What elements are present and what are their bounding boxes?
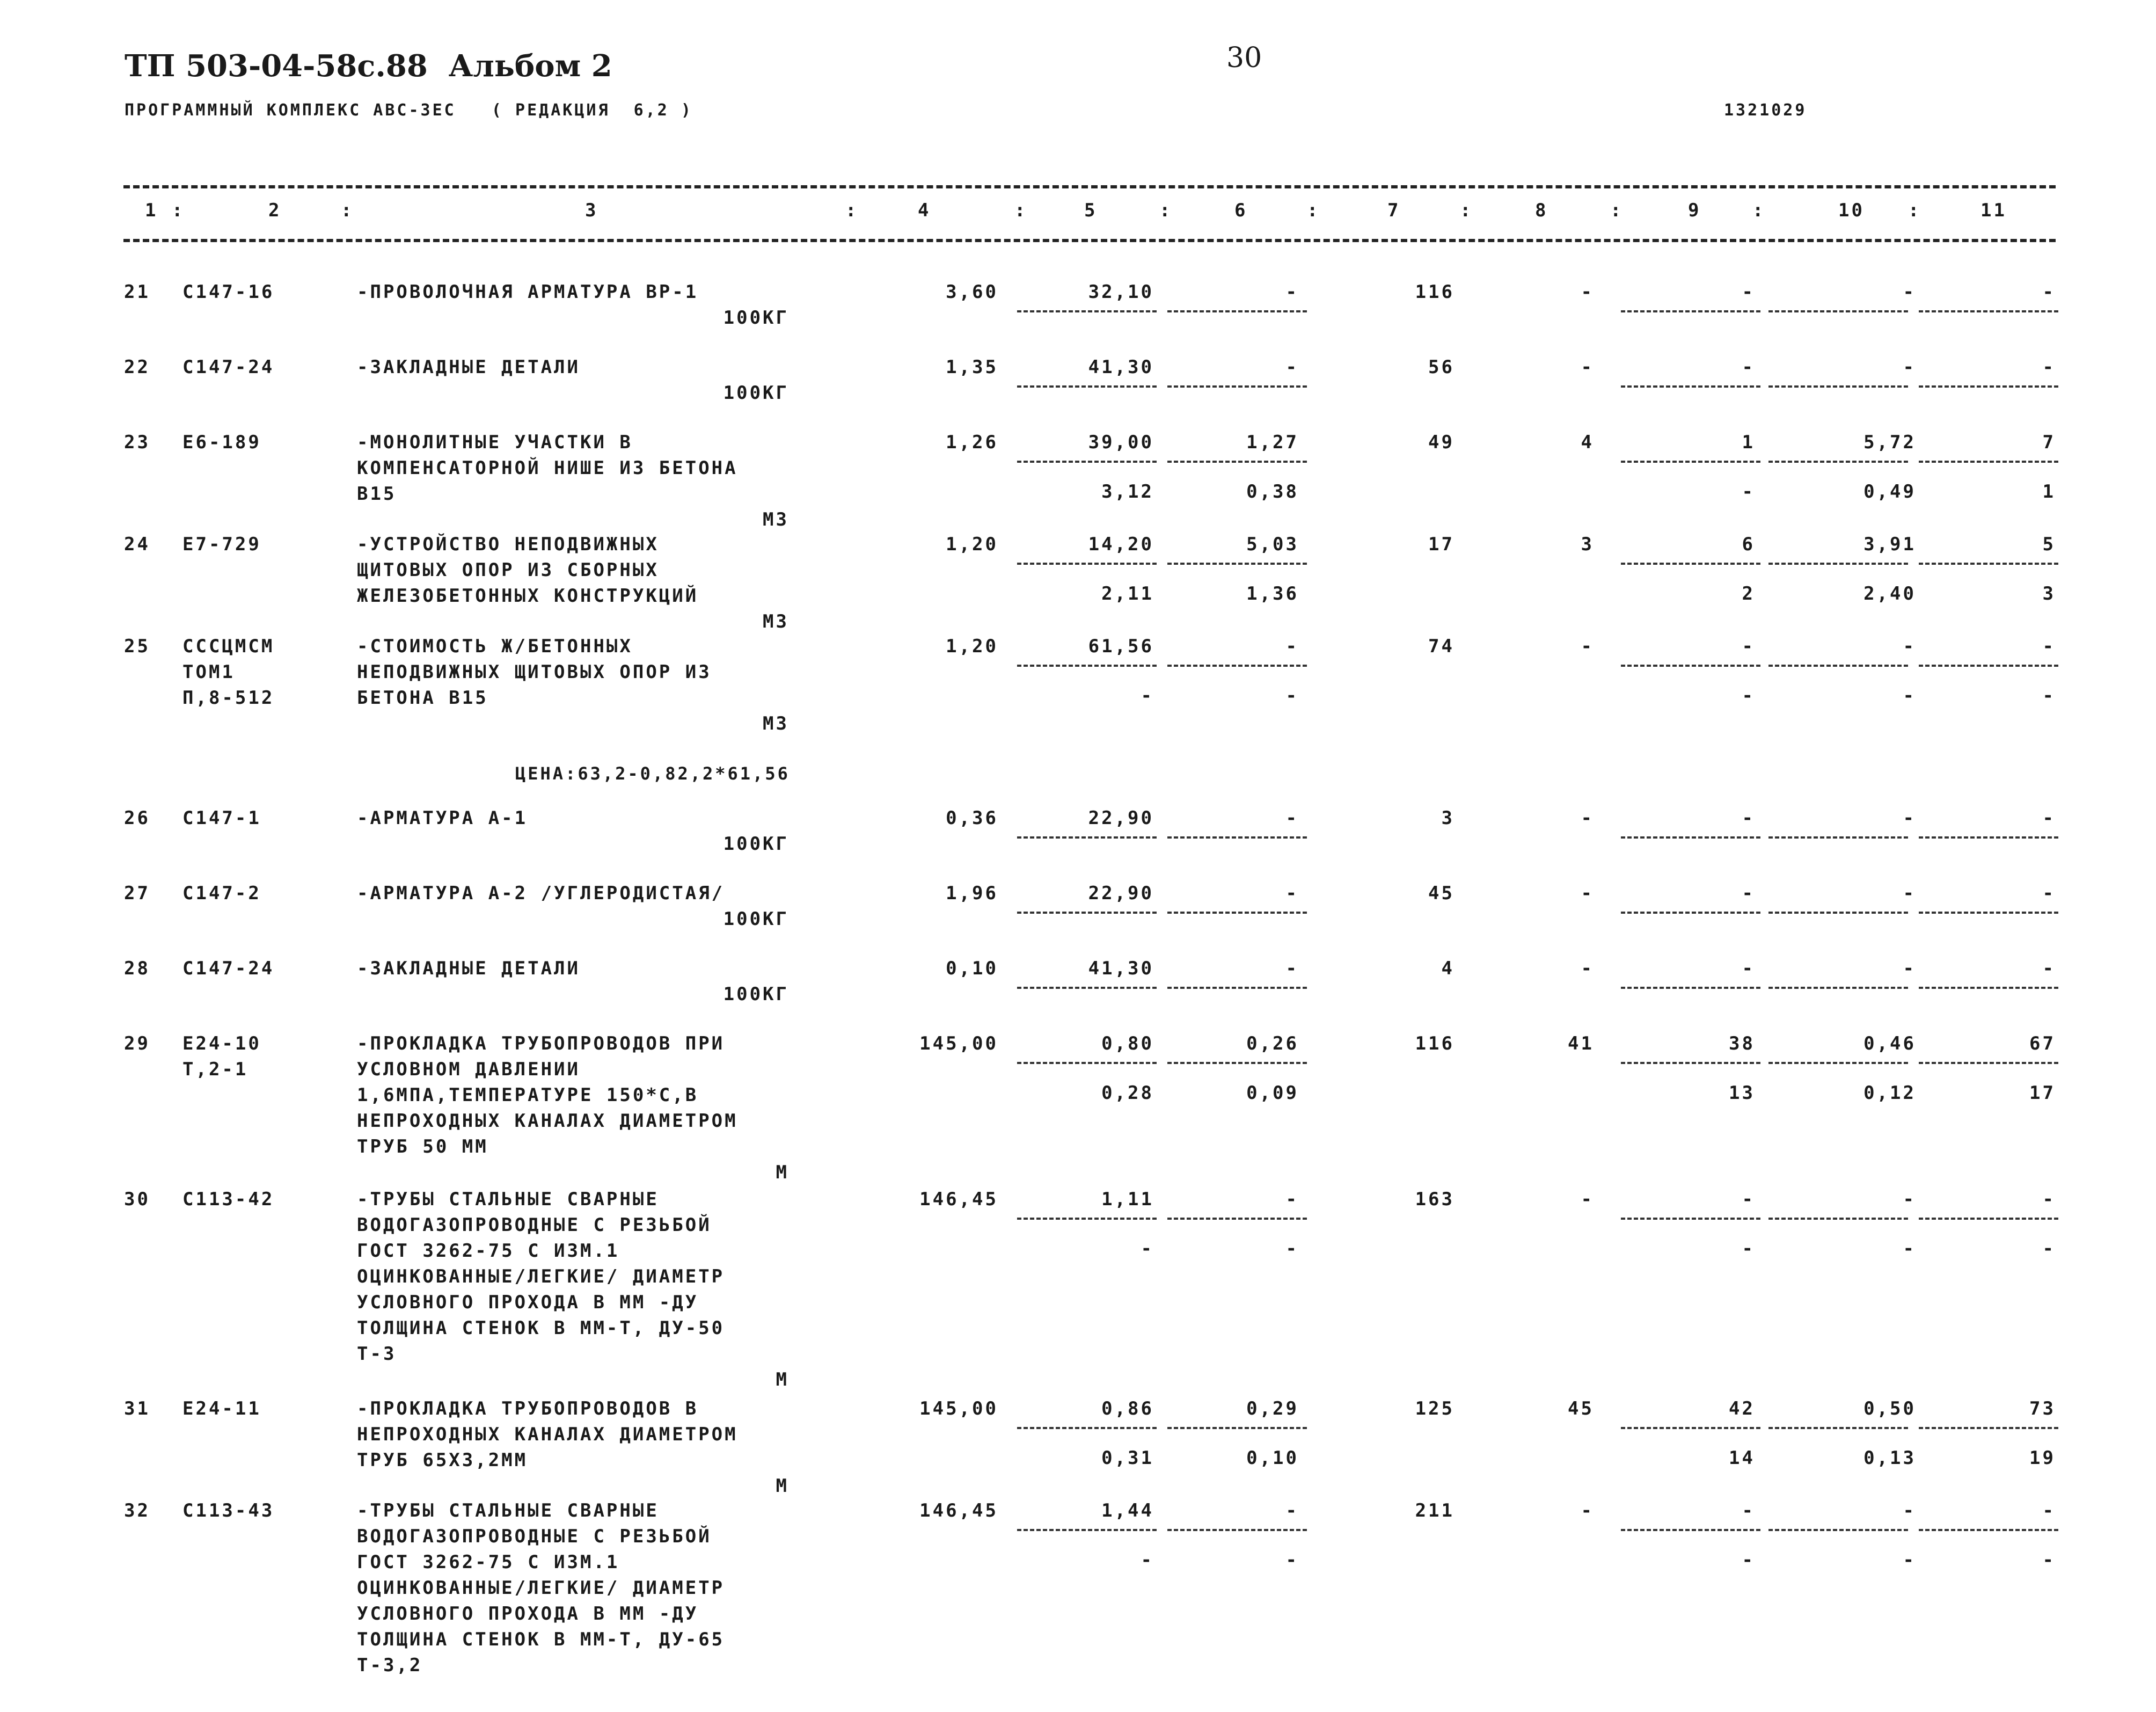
col6-value: - xyxy=(1285,636,1299,657)
column-header: 11 xyxy=(1980,200,2007,221)
column-header: 3 xyxy=(585,200,598,221)
col5-value: 1,11 xyxy=(1101,1189,1154,1210)
col9-value: - xyxy=(1742,636,1755,657)
col6-value: 5,03 xyxy=(1246,534,1299,555)
col10-sub-value: 0,13 xyxy=(1863,1447,1916,1469)
subtotal-divider xyxy=(1621,665,1760,667)
col7-value: 3 xyxy=(1441,807,1455,829)
column-header: 5 xyxy=(1084,200,1098,221)
col8-value: - xyxy=(1581,883,1594,904)
row-description: -УСТРОЙСТВО НЕПОДВИЖНЫХ ЩИТОВЫХ ОПОР ИЗ СБОРНЫХ ЖЕЛЕЗОБЕТОННЫХ КОНСТРУКЦИЙ xyxy=(357,534,699,607)
col7-value: 125 xyxy=(1415,1398,1455,1419)
subtotal-divider xyxy=(1621,1218,1760,1220)
subtotal-divider xyxy=(1017,1218,1157,1220)
subtotal-divider xyxy=(1621,385,1760,388)
col9-value: - xyxy=(1742,1500,1755,1521)
subtotal-divider xyxy=(1768,987,1908,989)
page-number: 30 xyxy=(1226,42,1262,74)
col10-value: 0,50 xyxy=(1863,1398,1916,1419)
col4-value: 145,00 xyxy=(919,1033,998,1054)
col11-value: - xyxy=(2042,1189,2056,1210)
document-reference: ТП 503-04-58с.88 Альбом 2 xyxy=(125,48,612,84)
col10-value: 0,46 xyxy=(1863,1033,1916,1054)
row-description: -ПРОВОЛОЧНАЯ АРМАТУРА ВР-1 xyxy=(357,281,699,303)
col8-value: - xyxy=(1581,807,1594,829)
col10-sub-value: 0,12 xyxy=(1863,1082,1916,1104)
col10-value: - xyxy=(1903,356,1916,378)
subtotal-divider xyxy=(1919,310,2058,312)
col6-value: 0,29 xyxy=(1246,1398,1299,1419)
subtotal-divider xyxy=(1768,1529,1908,1531)
row-unit: 100КГ xyxy=(723,307,789,329)
col6-sub-value: 1,36 xyxy=(1246,583,1299,604)
col7-value: 4 xyxy=(1441,958,1455,979)
col4-value: 1,35 xyxy=(946,356,998,378)
col4-value: 1,26 xyxy=(946,432,998,453)
col9-sub-value: 14 xyxy=(1729,1447,1755,1469)
col11-value: 67 xyxy=(2029,1033,2056,1054)
row-code: С113-43 xyxy=(182,1500,275,1521)
subtotal-divider xyxy=(1017,1062,1157,1064)
subtotal-divider xyxy=(1017,912,1157,914)
col10-sub-value: 0,49 xyxy=(1863,481,1916,502)
row-description: -МОНОЛИТНЫЕ УЧАСТКИ В КОМПЕНСАТОРНОЙ НИШЕ ИЗ БЕТОНА В15 xyxy=(357,432,738,505)
col6-value: - xyxy=(1285,1500,1299,1521)
row-code: Е24-11 xyxy=(182,1398,261,1419)
col9-value: - xyxy=(1742,356,1755,378)
subtotal-divider xyxy=(1621,836,1760,839)
subtotal-divider xyxy=(1621,1062,1760,1064)
row-unit: 100КГ xyxy=(723,908,789,930)
col5-sub-value: 0,31 xyxy=(1101,1447,1154,1469)
subtotal-divider xyxy=(1768,836,1908,839)
column-header: 10 xyxy=(1838,200,1865,221)
col10-sub-value: - xyxy=(1903,685,1916,706)
subtotal-divider xyxy=(1167,1427,1307,1429)
col5-sub-value: 0,28 xyxy=(1101,1082,1154,1104)
col9-value: - xyxy=(1742,883,1755,904)
row-unit: 100КГ xyxy=(723,833,789,855)
col8-value: - xyxy=(1581,636,1594,657)
subtotal-divider xyxy=(1768,665,1908,667)
subtotal-divider xyxy=(1919,461,2058,463)
col4-value: 0,36 xyxy=(946,807,998,829)
row-unit: М3 xyxy=(763,611,789,632)
col7-value: 163 xyxy=(1415,1189,1455,1210)
subtotal-divider xyxy=(1919,1218,2058,1220)
row-code: С147-16 xyxy=(182,281,275,303)
row-number: 32 xyxy=(124,1500,150,1521)
subtotal-divider xyxy=(1919,1427,2058,1429)
program-title: ПРОГРАММНЫЙ КОМПЛЕКС АВС-ЗЕС ( РЕДАКЦИЯ 6,2 ) xyxy=(125,101,693,120)
row-description: -ПРОКЛАДКА ТРУБОПРОВОДОВ В НЕПРОХОДНЫХ КАНАЛАХ ДИАМЕТРОМ ТРУБ 65Х3,2ММ xyxy=(357,1398,738,1471)
column-separator: : xyxy=(172,200,185,221)
col8-value: - xyxy=(1581,958,1594,979)
document-code: 1321029 xyxy=(1724,101,1807,120)
col11-value: 73 xyxy=(2029,1398,2056,1419)
col10-value: - xyxy=(1903,958,1916,979)
col11-sub-value: 1 xyxy=(2042,481,2056,502)
row-number: 28 xyxy=(124,958,150,979)
subtotal-divider xyxy=(1621,912,1760,914)
subtotal-divider xyxy=(1167,665,1307,667)
subtotal-divider xyxy=(1621,563,1760,565)
col4-value: 1,20 xyxy=(946,636,998,657)
col8-value: - xyxy=(1581,281,1594,303)
col8-value: - xyxy=(1581,1500,1594,1521)
row-code: С147-24 xyxy=(182,958,275,979)
col5-value: 1,44 xyxy=(1101,1500,1154,1521)
column-separator: : xyxy=(1159,200,1173,221)
subtotal-divider xyxy=(1621,1529,1760,1531)
subtotal-divider xyxy=(1919,836,2058,839)
col9-value: 42 xyxy=(1729,1398,1755,1419)
col5-value: 0,86 xyxy=(1101,1398,1154,1419)
col6-value: - xyxy=(1285,807,1299,829)
col4-value: 1,20 xyxy=(946,534,998,555)
column-header: 8 xyxy=(1535,200,1548,221)
subtotal-divider xyxy=(1167,310,1307,312)
col11-value: - xyxy=(2042,636,2056,657)
col10-sub-value: 2,40 xyxy=(1863,583,1916,604)
col6-value: - xyxy=(1285,958,1299,979)
col9-sub-value: 2 xyxy=(1742,583,1755,604)
col9-value: 6 xyxy=(1742,534,1755,555)
col11-value: 5 xyxy=(2042,534,2056,555)
col11-value: 7 xyxy=(2042,432,2056,453)
row-number: 25 xyxy=(124,636,150,657)
row-unit: М3 xyxy=(763,509,789,530)
col7-value: 74 xyxy=(1428,636,1455,657)
col9-value: 1 xyxy=(1742,432,1755,453)
subtotal-divider xyxy=(1167,385,1307,388)
col10-sub-value: - xyxy=(1903,1549,1916,1571)
col11-value: - xyxy=(2042,807,2056,829)
col10-value: - xyxy=(1903,1500,1916,1521)
col6-sub-value: 0,10 xyxy=(1246,1447,1299,1469)
col8-value: - xyxy=(1581,1189,1594,1210)
column-header: 6 xyxy=(1234,200,1248,221)
col5-value: 41,30 xyxy=(1088,958,1154,979)
row-code: СССЦМСМ ТОМ1 П,8-512 xyxy=(182,636,275,709)
col10-value: 5,72 xyxy=(1863,432,1916,453)
subtotal-divider xyxy=(1919,563,2058,565)
col10-value: - xyxy=(1903,1189,1916,1210)
col5-sub-value: 3,12 xyxy=(1101,481,1154,502)
col4-value: 0,10 xyxy=(946,958,998,979)
subtotal-divider xyxy=(1167,563,1307,565)
subtotal-divider xyxy=(1167,987,1307,989)
subtotal-divider xyxy=(1621,987,1760,989)
subtotal-divider xyxy=(1768,1218,1908,1220)
column-separator: : xyxy=(341,200,354,221)
row-description: -ЗАКЛАДНЫЕ ДЕТАЛИ xyxy=(357,356,580,378)
col8-value: 45 xyxy=(1568,1398,1594,1419)
subtotal-divider xyxy=(1768,461,1908,463)
col9-value: - xyxy=(1742,281,1755,303)
col11-value: - xyxy=(2042,356,2056,378)
row-description: -АРМАТУРА А-1 xyxy=(357,807,528,829)
col7-value: 116 xyxy=(1415,281,1455,303)
row-number: 29 xyxy=(124,1033,150,1054)
subtotal-divider xyxy=(1017,461,1157,463)
subtotal-divider xyxy=(1919,912,2058,914)
row-code: С147-24 xyxy=(182,356,275,378)
subtotal-divider xyxy=(1919,1062,2058,1064)
row-code: Е7-729 xyxy=(182,534,261,555)
column-separator: : xyxy=(1610,200,1624,221)
row-number: 22 xyxy=(124,356,150,378)
row-code: С147-1 xyxy=(182,807,261,829)
col6-value: - xyxy=(1285,281,1299,303)
row-description: -ЗАКЛАДНЫЕ ДЕТАЛИ xyxy=(357,958,580,979)
subtotal-divider xyxy=(1017,1427,1157,1429)
col5-value: 39,00 xyxy=(1088,432,1154,453)
subtotal-divider xyxy=(1017,1529,1157,1531)
row-unit: М xyxy=(776,1369,789,1390)
col5-sub-value: - xyxy=(1141,685,1154,706)
column-separator: : xyxy=(1014,200,1028,221)
col11-sub-value: 17 xyxy=(2029,1082,2056,1104)
row-number: 30 xyxy=(124,1189,150,1210)
col5-value: 22,90 xyxy=(1088,883,1154,904)
row-number: 27 xyxy=(124,883,150,904)
col10-sub-value: - xyxy=(1903,1238,1916,1259)
subtotal-divider xyxy=(1167,836,1307,839)
col6-sub-value: - xyxy=(1285,685,1299,706)
row-description: -ПРОКЛАДКА ТРУБОПРОВОДОВ ПРИ УСЛОВНОМ ДАВЛЕНИИ 1,6МПА,ТЕМПЕРАТУРЕ 150*С,В НЕПРОХОДНЫХ КАНАЛАХ ДИАМЕТРОМ ТРУБ 50 ММ xyxy=(357,1033,738,1157)
col6-sub-value: - xyxy=(1285,1549,1299,1571)
col9-sub-value: - xyxy=(1742,685,1755,706)
row-unit: М3 xyxy=(763,713,789,734)
row-description: -ТРУБЫ СТАЛЬНЫЕ СВАРНЫЕ ВОДОГАЗОПРОВОДНЫЕ С РЕЗЬБОЙ ГОСТ 3262-75 С ИЗМ.1 ОЦИНКОВАННЫЕ/ЛЕГКИЕ/ ДИАМЕТР УСЛОВНОГО ПРОХОДА В ММ -ДУ ТОЛЩИНА СТЕНОК В ММ-Т, ДУ-65 Т-3,2 xyxy=(357,1500,725,1676)
subtotal-divider xyxy=(1017,385,1157,388)
row-number: 26 xyxy=(124,807,150,829)
col11-sub-value: 3 xyxy=(2042,583,2056,604)
row-unit: 100КГ xyxy=(723,984,789,1005)
column-separator: : xyxy=(1307,200,1320,221)
subtotal-divider xyxy=(1621,310,1760,312)
row-number: 24 xyxy=(124,534,150,555)
col6-sub-value: 0,09 xyxy=(1246,1082,1299,1104)
column-header: 7 xyxy=(1387,200,1401,221)
row-unit: М xyxy=(776,1475,789,1497)
col5-value: 22,90 xyxy=(1088,807,1154,829)
col9-value: - xyxy=(1742,1189,1755,1210)
col4-value: 145,00 xyxy=(919,1398,998,1419)
subtotal-divider xyxy=(1621,461,1760,463)
row-number: 31 xyxy=(124,1398,150,1419)
subtotal-divider xyxy=(1621,1427,1760,1429)
col6-value: - xyxy=(1285,1189,1299,1210)
subtotal-divider xyxy=(1919,665,2058,667)
col8-value: 4 xyxy=(1581,432,1594,453)
col9-sub-value: 13 xyxy=(1729,1082,1755,1104)
col6-value: 1,27 xyxy=(1246,432,1299,453)
subtotal-divider xyxy=(1167,1529,1307,1531)
row-code: С147-2 xyxy=(182,883,261,904)
subtotal-divider xyxy=(1768,563,1908,565)
col9-value: - xyxy=(1742,807,1755,829)
column-separator: : xyxy=(845,200,859,221)
col5-value: 14,20 xyxy=(1088,534,1154,555)
row-code: Е24-10 Т,2-1 xyxy=(182,1033,261,1080)
col11-sub-value: - xyxy=(2042,1238,2056,1259)
subtotal-divider xyxy=(1768,310,1908,312)
subtotal-divider xyxy=(1919,385,2058,388)
row-description: -ТРУБЫ СТАЛЬНЫЕ СВАРНЫЕ ВОДОГАЗОПРОВОДНЫЕ С РЕЗЬБОЙ ГОСТ 3262-75 С ИЗМ.1 ОЦИНКОВАННЫЕ/ЛЕГКИЕ/ ДИАМЕТР УСЛОВНОГО ПРОХОДА В ММ -ДУ ТОЛЩИНА СТЕНОК В ММ-Т, ДУ-50 Т-3 xyxy=(357,1189,725,1365)
col6-value: 0,26 xyxy=(1246,1033,1299,1054)
col9-sub-value: - xyxy=(1742,481,1755,502)
col4-value: 146,45 xyxy=(919,1500,998,1521)
col8-value: 3 xyxy=(1581,534,1594,555)
subtotal-divider xyxy=(1768,1062,1908,1064)
row-number: 21 xyxy=(124,281,150,303)
col5-value: 41,30 xyxy=(1088,356,1154,378)
col8-value: - xyxy=(1581,356,1594,378)
column-header: 9 xyxy=(1688,200,1701,221)
col5-value: 61,56 xyxy=(1088,636,1154,657)
row-code: С113-42 xyxy=(182,1189,275,1210)
column-separator: : xyxy=(1460,200,1473,221)
col7-value: 56 xyxy=(1428,356,1455,378)
col6-value: - xyxy=(1285,883,1299,904)
subtotal-divider xyxy=(1167,1218,1307,1220)
subtotal-divider xyxy=(1167,461,1307,463)
col7-value: 45 xyxy=(1428,883,1455,904)
col9-value: 38 xyxy=(1729,1033,1755,1054)
subtotal-divider xyxy=(1017,987,1157,989)
col10-value: - xyxy=(1903,807,1916,829)
column-header: 4 xyxy=(918,200,931,221)
header-bottom-rule xyxy=(123,239,2056,242)
col5-sub-value: 2,11 xyxy=(1101,583,1154,604)
column-header: 1 xyxy=(145,200,158,221)
row-unit: М xyxy=(776,1162,789,1183)
col11-value: - xyxy=(2042,958,2056,979)
subtotal-divider xyxy=(1919,1529,2058,1531)
col4-value: 146,45 xyxy=(919,1189,998,1210)
col9-sub-value: - xyxy=(1742,1549,1755,1571)
row-unit: 100КГ xyxy=(723,382,789,404)
col8-value: 41 xyxy=(1568,1033,1594,1054)
row-description: -АРМАТУРА А-2 /УГЛЕРОДИСТАЯ/ xyxy=(357,883,725,904)
subtotal-divider xyxy=(1167,1062,1307,1064)
col9-sub-value: - xyxy=(1742,1238,1755,1259)
col11-sub-value: 19 xyxy=(2029,1447,2056,1469)
col10-value: - xyxy=(1903,636,1916,657)
col5-sub-value: - xyxy=(1141,1238,1154,1259)
column-separator: : xyxy=(1752,200,1766,221)
col5-value: 32,10 xyxy=(1088,281,1154,303)
price-note: ЦЕНА:63,2-0,82,2*61,56 xyxy=(515,763,790,784)
col10-value: 3,91 xyxy=(1863,534,1916,555)
row-number: 23 xyxy=(124,432,150,453)
col11-sub-value: - xyxy=(2042,685,2056,706)
col5-value: 0,80 xyxy=(1101,1033,1154,1054)
col11-value: - xyxy=(2042,1500,2056,1521)
column-header: 2 xyxy=(268,200,282,221)
subtotal-divider xyxy=(1919,987,2058,989)
col6-sub-value: 0,38 xyxy=(1246,481,1299,502)
col10-value: - xyxy=(1903,281,1916,303)
subtotal-divider xyxy=(1017,563,1157,565)
subtotal-divider xyxy=(1768,1427,1908,1429)
row-code: Е6-189 xyxy=(182,432,261,453)
header-top-rule xyxy=(123,185,2056,188)
col7-value: 211 xyxy=(1415,1500,1455,1521)
col7-value: 49 xyxy=(1428,432,1455,453)
col11-value: - xyxy=(2042,281,2056,303)
col7-value: 17 xyxy=(1428,534,1455,555)
col7-value: 116 xyxy=(1415,1033,1455,1054)
col5-sub-value: - xyxy=(1141,1549,1154,1571)
col6-sub-value: - xyxy=(1285,1238,1299,1259)
column-separator: : xyxy=(1908,200,1921,221)
col9-value: - xyxy=(1742,958,1755,979)
col11-sub-value: - xyxy=(2042,1549,2056,1571)
subtotal-divider xyxy=(1768,385,1908,388)
col10-value: - xyxy=(1903,883,1916,904)
col11-value: - xyxy=(2042,883,2056,904)
col4-value: 1,96 xyxy=(946,883,998,904)
subtotal-divider xyxy=(1017,665,1157,667)
subtotal-divider xyxy=(1017,836,1157,839)
col4-value: 3,60 xyxy=(946,281,998,303)
subtotal-divider xyxy=(1017,310,1157,312)
subtotal-divider xyxy=(1768,912,1908,914)
subtotal-divider xyxy=(1167,912,1307,914)
row-description: -СТОИМОСТЬ Ж/БЕТОННЫХ НЕПОДВИЖНЫХ ЩИТОВЫХ ОПОР ИЗ БЕТОНА В15 xyxy=(357,636,712,709)
col6-value: - xyxy=(1285,356,1299,378)
